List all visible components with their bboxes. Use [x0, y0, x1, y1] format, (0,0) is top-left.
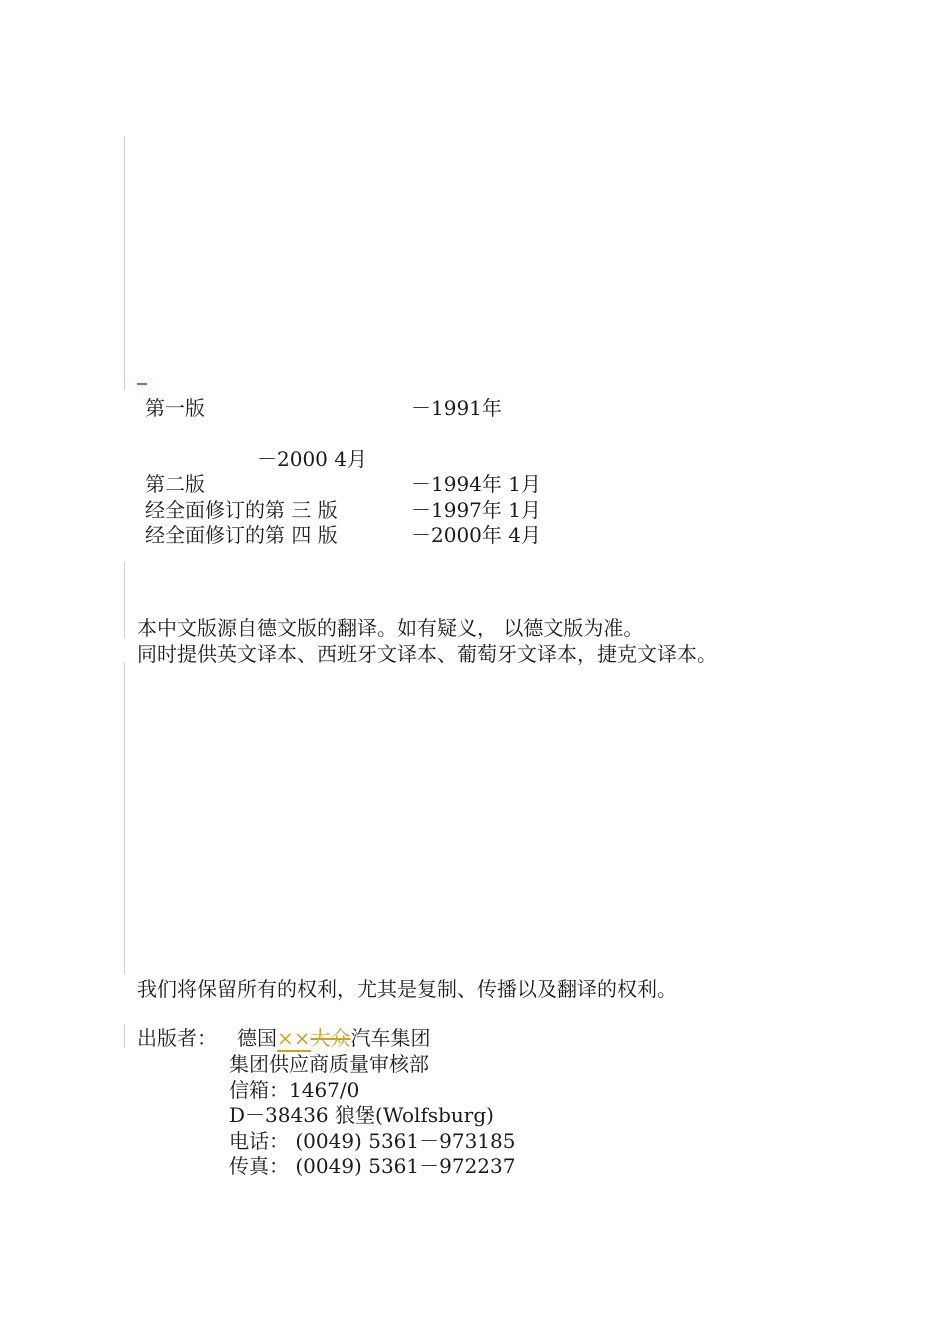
edition-third-label: 经全面修订的第 三 版: [145, 498, 338, 522]
edition-stray-date: －2000 4月: [257, 447, 367, 471]
publisher-fax: 传真： (0049) 5361－972237: [229, 1154, 516, 1178]
publisher-name-suffix: 汽车集团: [350, 1026, 431, 1050]
publisher-mailbox: 信箱：1467/0: [229, 1078, 360, 1102]
edition-fourth-date: －2000年 4月: [411, 523, 541, 547]
publisher-phone: 电话： (0049) 5361－973185: [229, 1129, 516, 1153]
note-rights: 我们将保留所有的权利，尤其是复制、传播以及翻译的权利。: [137, 977, 677, 1001]
publisher-name-prefix: 德国: [237, 1026, 277, 1050]
edition-first-date: －1991年: [411, 396, 502, 420]
margin-line-middle-1: [124, 562, 125, 638]
publisher-department: 集团供应商质量审核部: [229, 1052, 429, 1076]
note-translation-source: 本中文版源自德文版的翻译。如有疑义， 以德文版为准。: [137, 616, 644, 640]
note-translations-available: 同时提供英文译本、西班牙文译本、葡萄牙文译本，捷克文译本。: [137, 642, 717, 666]
publisher-label: 出版者：: [137, 1026, 217, 1050]
edition-first-label: 第一版: [145, 396, 205, 420]
margin-line-middle-2: [124, 662, 125, 974]
publisher-name: [237, 1025, 431, 1051]
edition-second-date: －1994年 1月: [411, 472, 541, 496]
text-cursor: [137, 383, 147, 385]
edition-fourth-label: 经全面修订的第 四 版: [145, 523, 338, 547]
publisher-address: D－38436 狼堡(Wolfsburg): [229, 1103, 494, 1127]
edition-third-date: －1997年 1月: [411, 498, 541, 522]
publisher-name-marked-2: 大众: [310, 1026, 351, 1050]
margin-line-bottom: [124, 1024, 125, 1048]
margin-line-top: [124, 136, 125, 390]
edition-second-label: 第二版: [145, 472, 205, 496]
publisher-name-marked-1: ××: [277, 1026, 311, 1050]
